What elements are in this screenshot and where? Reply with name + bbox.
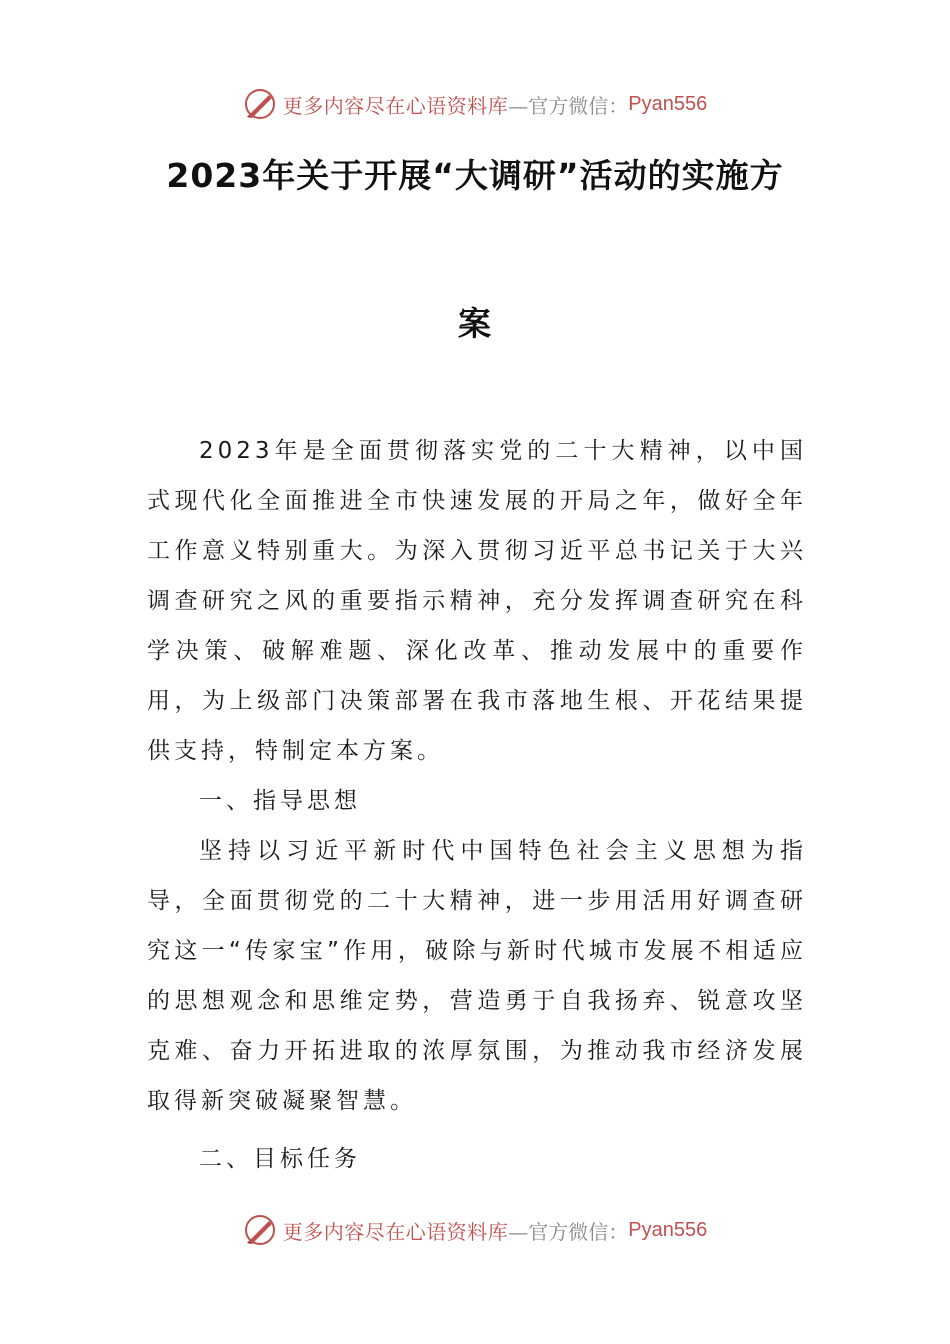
document-title-line1: 2023年关于开展“大调研”活动的实施方: [166, 156, 784, 195]
guiding-ideology-paragraph: 坚持以习近平新时代中国特色社会主义思想为指导，全面贯彻党的二十大精神，进一步用活用好调查研究这一“传家宝”作用，破除与新时代城市发展不相适应的思想观念和思维定势，营造勇于自我扬弃、锐意攻坚克难、奋力开拓进取的浓厚氛围，为推动我市经济发展取得新突破凝聚智慧。: [147, 838, 807, 1114]
banner-official-label: —官方微信：: [508, 93, 629, 118]
banner-text: 更多内容尽在心语资料库: [282, 93, 509, 118]
footer-banner: [0, 1210, 950, 1250]
document-title-line2: 案: [458, 304, 492, 343]
banner-official-label: —官方微信：: [508, 1219, 629, 1244]
document-body: [147, 426, 807, 1184]
banner-wechat-id: Pyan556: [628, 1218, 708, 1241]
pen-logo-icon: [243, 1213, 277, 1247]
pen-logo-icon: [243, 87, 277, 121]
banner-text: 更多内容尽在心语资料库: [282, 1219, 509, 1244]
header-banner: [0, 84, 950, 124]
banner-wechat-id: Pyan556: [628, 92, 708, 115]
section-heading-guiding-ideology: 一、指导思想: [199, 788, 361, 814]
intro-paragraph: 2023年是全面贯彻落实党的二十大精神，以中国式现代化全面推进全市快速发展的开局之年，做好全年工作意义特别重大。为深入贯彻习近平总书记关于大兴调查研究之风的重要指示精神，充分发挥调查研究在科学决策、破解难题、深化改革、推动发展中的重要作用，为上级部门决策部署在我市落地生根、开花结果提供支持，特制定本方案。: [147, 438, 807, 764]
section-heading-goals-tasks: 二、目标任务: [199, 1146, 361, 1172]
